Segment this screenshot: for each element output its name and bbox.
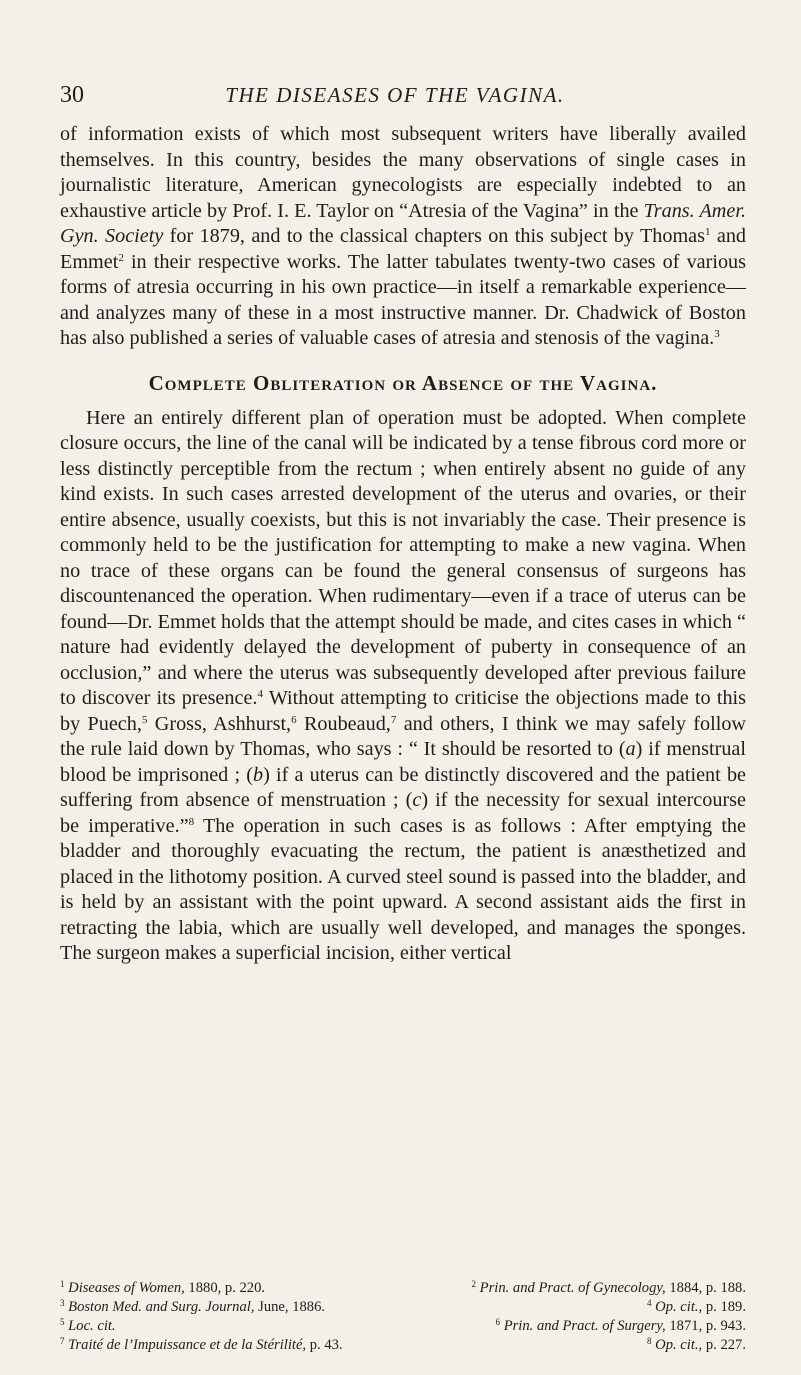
footnote-ref-6: 6 xyxy=(291,713,297,726)
footnote-row xyxy=(60,1336,746,1355)
footnote-ref-1: 1 xyxy=(705,226,711,238)
footnote-3: $^3$ Boston Med. and Surg. Journal, June, 1886. xyxy=(60,1298,326,1315)
running-head: THE DISEASES OF THE VAGINA. xyxy=(225,83,565,107)
journal-title: Trans. Amer. Gyn. Society xyxy=(60,199,746,247)
footnote-8: $^8$ Op. cit., p. 227. xyxy=(647,1336,746,1353)
footnote-5: $^5$ Loc. cit. xyxy=(60,1317,116,1334)
footnote-6: $^6$ Prin. and Pract. of Surgery, 1871, p. 943. xyxy=(495,1317,746,1334)
footnote-1: $^1$ Diseases of Women, 1880, p. 220. xyxy=(60,1279,266,1296)
page-header xyxy=(60,80,730,110)
footnotes xyxy=(60,1279,746,1355)
footnote-row xyxy=(60,1279,746,1298)
footnote-row xyxy=(60,1317,746,1336)
paragraph-2: Here an entirely different plan of operation must be adopted. When complete closure occurs, the line of the canal will be indicated by a tense fibrous cord more or less distinctly perceptible from the rectum ; when entirely absent no guide of any kind exists. In such cases arrested development of the uterus and ovaries, or their entire absence, usually coexists, but this is not invariably the case. Their presence is commonly held to be the justification for attempting to make a new vagina. When no trace of these organs can be found the general consensus of surgeons has discountenanced the operation. When rudimentary—even if a trace of uterus can be found—Dr. Emmet holds that the attempt should be made, and cites cases in which “ nature had evidently delayed the development of puberty in consequence of an occlusion,” and where the uterus was subsequently developed after previous failure to discover its presence.$^4$ Without attempting to criticise the objections made to this by Puech,$^5$ Gross, Ashhurst,$^6$ Roubeaud,$^7$ and others, I think we may safely follow the rule laid down by Thomas, who says : “ It should be resorted to (a) if menstrual blood be imprisoned ; (b) if a uterus can be distinctly discovered and the patient be suffering from absence of menstruation ; (c) if the necessity for sexual intercourse be imperative.”$^8$ The operation in such cases is as follows : After emptying the bladder and thoroughly evacuating the rectum, the patient is anæsthetized and placed in the lithotomy position. A curved steel sound is passed into the bladder, and is held by an assistant with the point upward. A second assistant aids the first in retracting the labia, which are usually well developed, and manages the sponges. The surgeon makes a superficial incision, either vertical xyxy=(60,406,747,964)
footnote-4: $^4$ Op. cit., p. 189. xyxy=(647,1298,746,1315)
footnote-ref-5: 5 xyxy=(141,713,148,726)
page-number: 30 xyxy=(60,82,84,108)
section-heading: Complete Obliteration or Absence of the Vagina. xyxy=(148,370,658,395)
footnote-ref-7: 7 xyxy=(390,713,397,726)
paragraph-1: of information exists of which most subsequent writers have liberally availed themselves. In this country, besides the many observations of single cases in journalistic literature, American gynecologists are especially indebted to an exhaustive article by Prof. I. E. Taylor on “Atresia of the Vagina” in the Trans. Amer. Gyn. Society for 1879, and to the classical chapters on this subject by Thomas$^1$ and Emmet$^2$ in their respective works. The latter tabulates twenty-two cases of various forms of atresia occurring in his own practice—in itself a remarkable experience—and analyzes many of these in a most instructive manner. Dr. Chadwick of Boston has also published a series of valuable cases of atresia and stenosis of the vagina.$^3$ xyxy=(60,123,747,349)
footnote-ref-2: 2 xyxy=(118,251,124,264)
footnote-ref-3: 3 xyxy=(714,328,720,340)
footnote-row xyxy=(60,1298,746,1317)
footnote-2: $^2$ Prin. and Pract. of Gynecology, 1884, p. 188. xyxy=(471,1279,746,1296)
body-text xyxy=(60,122,746,967)
footnote-ref-4: 4 xyxy=(257,688,263,700)
footnote-ref-8: 8 xyxy=(188,815,195,828)
footnote-7: $^7$ Traité de l’Impuissance et de la Stérilité, p. 43. xyxy=(60,1336,343,1353)
